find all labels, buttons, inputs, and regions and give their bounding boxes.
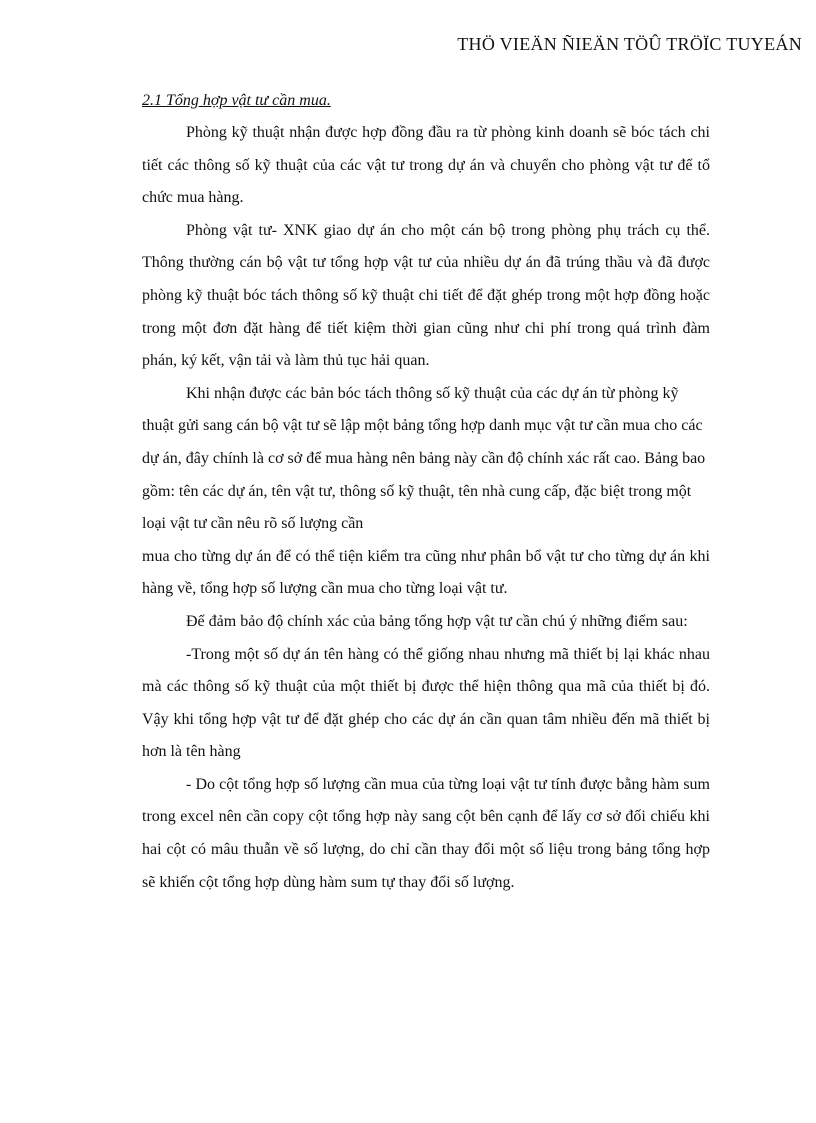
paragraph-6: - Do cột tổng hợp số lượng cần mua của từng loại vật tư tính được bằng hàm sum trong excel nên cần copy cột tổng hợp này sang cột bên cạnh để lấy cơ sở đối chiếu khi hai cột có mâu thuẫn về số lượng, do chỉ cần thay đổi một số liệu trong bảng tổng hợp sẽ khiến cột tổng hợp dùng hàm sum tự thay đổi số lượng.: [142, 775, 710, 891]
section-heading: 2.1 Tổng hợp vật tư cần mua.: [142, 92, 331, 109]
page-header-title: THÖ VIEÄN ÑIEÄN TÖÛ TRÖÏC TUYEÁN: [457, 34, 802, 54]
paragraph-3: Khi nhận được các bản bóc tách thông số kỹ thuật của các dự án từ phòng kỹ thuật gửi sang cán bộ vật tư sẽ lập một bảng tổng hợp danh mục vật tư cần mua cho các dự án, đây chính là cơ sở để mua hàng nên bảng này cần độ chính xác rất cao. Bảng bao gồm: tên các dự án, tên vật tư, thông số kỹ thuật, tên nhà cung cấp, đặc biệt trong một loại vật tư cần nêu rõ số lượng cần: [142, 384, 706, 533]
paragraph-5: -Trong một số dự án tên hàng có thể giống nhau nhưng mã thiết bị lại khác nhau mà các thông số kỹ thuật của một thiết bị được thể hiện thông qua mã của thiết bị đó. Vậy khi tổng hợp vật tư để đặt ghép cho các dự án cần quan tâm nhiều đến mã thiết bị hơn là tên hàng: [142, 645, 710, 761]
paragraph-1: Phòng kỹ thuật nhận được hợp đồng đầu ra từ phòng kinh doanh sẽ bóc tách chi tiết các thông số kỹ thuật của các vật tư trong dự án và chuyển cho phòng vật tư để tổ chức mua hàng.: [142, 124, 710, 207]
paragraph-2: Phòng vật tư- XNK giao dự án cho một cán bộ trong phòng phụ trách cụ thể. Thông thường cán bộ vật tư tổng hợp vật tư của nhiều dự án đã trúng thầu và đã được phòng kỹ thuật bóc tách thông số kỹ thuật chi tiết để đặt ghép trong một hợp đồng hoặc trong một đơn đặt hàng để tiết kiệm thời gian cũng như chi phí trong quá trình đàm phán, ký kết, vận tải và làm thủ tục hải quan.: [142, 221, 710, 370]
paragraph-4: Để đảm bảo độ chính xác của bảng tổng hợp vật tư cần chú ý những điểm sau:: [186, 612, 688, 630]
document-body: [142, 93, 710, 899]
paragraph-3-continued: mua cho từng dự án để có thể tiện kiểm tra cũng như phân bổ vật tư cho từng dự án khi hàng về, tổng hợp số lượng cần mua cho từng loại vật tư.: [142, 547, 710, 598]
